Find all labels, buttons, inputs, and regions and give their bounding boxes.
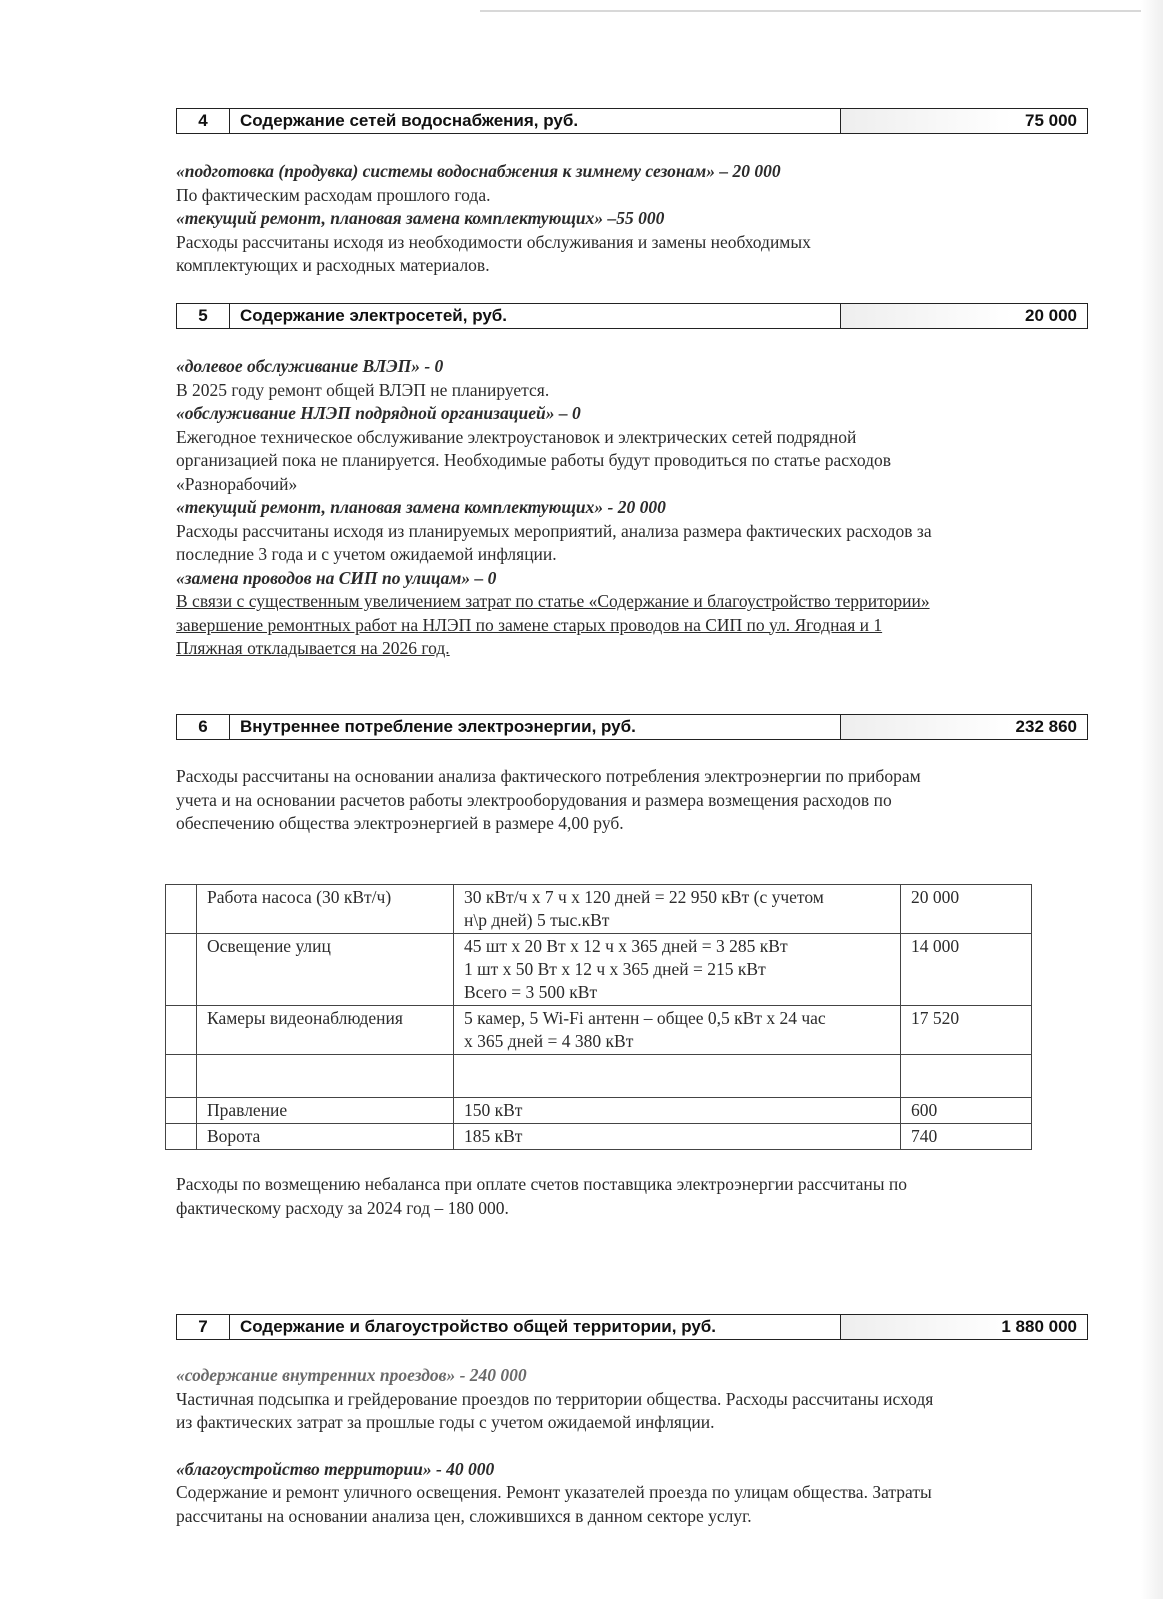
item-text: Расходы по возмещению небаланса при оплате счетов поставщика электроэнергии рассчитаны по	[176, 1174, 908, 1194]
table-cell-blank	[166, 1006, 197, 1055]
item-heading: «текущий ремонт, плановая замена комплектующих» - 20 000	[176, 497, 666, 517]
item-heading: «содержание внутренних проездов» - 240 000	[176, 1365, 527, 1385]
item-text: из фактических затрат за прошлые годы с учетом ожидаемой инфляции.	[176, 1412, 715, 1432]
section-amount: 20 000	[840, 304, 1087, 328]
section-5-header	[176, 303, 1088, 329]
table-row-empty	[166, 1055, 1032, 1098]
table-row	[166, 885, 1032, 934]
item-text: учета и на основании расчетов работы электрооборудования и размера возмещения расходов по	[176, 789, 892, 810]
table-row	[166, 1098, 1032, 1124]
item-text: Частичная подсыпка и грейдерование проездов по территории общества. Расходы рассчитаны исходя	[176, 1388, 934, 1409]
table-row	[166, 1006, 1032, 1055]
section-title: Внутреннее потребление электроэнергии, руб.	[240, 717, 636, 736]
table-cell-item: Ворота	[197, 1124, 454, 1150]
table-cell-blank	[166, 1055, 197, 1098]
scan-edge-shadow	[1141, 0, 1163, 1599]
item-text: организацией пока не планируется. Необходимые работы будут проводиться по статье расходов	[176, 450, 892, 470]
scan-edge-line	[480, 10, 1163, 12]
section-7-body	[176, 1364, 1081, 1528]
item-text: «Разнорабочий»	[176, 473, 298, 494]
section-4-header	[176, 108, 1088, 134]
item-text-underlined: В связи с существенным увеличением затрат по статье «Содержание и благоустройство территории»	[176, 591, 930, 611]
energy-calculation-table	[165, 884, 1032, 1150]
item-text: фактическому расходу за 2024 год – 180 000.	[176, 1197, 509, 1218]
table-cell-calc: 185 кВт	[454, 1124, 901, 1150]
item-text: Расходы рассчитаны исходя из необходимости обслуживания и замены необходимых	[176, 231, 811, 252]
section-4-body	[176, 160, 1081, 278]
table-cell-blank	[166, 885, 197, 934]
section-number: 6	[177, 715, 230, 739]
item-text: По фактическим расходам прошлого года.	[176, 184, 491, 205]
calc-line: 1 шт х 50 Вт х 12 ч х 365 дней = 215 кВт	[464, 959, 766, 979]
item-text: обеспечению общества электроэнергией в размере 4,00 руб.	[176, 813, 624, 833]
item-text-underlined: Пляжная откладывается на 2026 год.	[176, 638, 450, 658]
section-title: Содержание и благоустройство общей территории, руб.	[240, 1317, 717, 1336]
table-row	[166, 934, 1032, 1006]
item-text: Ежегодное техническое обслуживание электроустановок и электрических сетей подрядной	[176, 426, 857, 447]
table-cell-calc	[454, 1055, 901, 1098]
item-text: Содержание и ремонт уличного освещения. Ремонт указателей проезда по улицам общества. Затраты	[176, 1482, 932, 1502]
item-text: Расходы рассчитаны на основании анализа фактического потребления электроэнергии по приборам	[176, 766, 921, 786]
item-heading: «текущий ремонт, плановая замена комплектующих» –55 000	[176, 208, 665, 228]
table-cell-blank	[166, 1124, 197, 1150]
calc-line: Всего = 3 500 кВт	[464, 982, 598, 1002]
table-cell-item: Камеры видеонаблюдения	[197, 1006, 454, 1055]
table-cell-sum: 740	[901, 1124, 1032, 1150]
table-cell-item: Освещение улиц	[197, 934, 454, 1006]
table-cell-blank	[166, 1098, 197, 1124]
section-6-header	[176, 714, 1088, 740]
calc-line: х 365 дней = 4 380 кВт	[464, 1031, 634, 1051]
table-cell-calc	[454, 885, 901, 934]
item-text: последние 3 года и с учетом ожидаемой инфляции.	[176, 544, 557, 564]
table-cell-sum: 17 520	[901, 1006, 1032, 1055]
table-cell-sum: 600	[901, 1098, 1032, 1124]
section-amount: 75 000	[840, 109, 1087, 133]
calc-line: 30 кВт/ч х 7 ч х 120 дней = 22 950 кВт (с учетом	[464, 887, 824, 907]
item-heading: «замена проводов на СИП по улицам» – 0	[176, 567, 497, 588]
calc-line: 5 камер, 5 Wi-Fi антенн – общее 0,5 кВт х 24 час	[464, 1008, 826, 1028]
section-number: 4	[177, 109, 230, 133]
spacer	[176, 1435, 1081, 1458]
item-heading: «благоустройство территории» - 40 000	[176, 1458, 495, 1479]
section-amount: 1 880 000	[840, 1315, 1087, 1339]
section-6-body	[176, 765, 1081, 836]
item-heading: «обслуживание НЛЭП подрядной организацией» – 0	[176, 403, 581, 423]
item-text: Расходы рассчитаны исходя из планируемых мероприятий, анализа размера фактических расходов за	[176, 520, 932, 541]
item-text: комплектующих и расходных материалов.	[176, 255, 490, 275]
section-7-header	[176, 1314, 1088, 1340]
section-number: 5	[177, 304, 230, 328]
item-text: рассчитаны на основании анализа цен, сложившихся в данном секторе услуг.	[176, 1505, 752, 1526]
table-cell-sum: 20 000	[901, 885, 1032, 934]
table-cell-calc: 150 кВт	[454, 1098, 901, 1124]
table-cell-sum	[901, 1055, 1032, 1098]
table-row	[166, 1124, 1032, 1150]
section-title: Содержание сетей водоснабжения, руб.	[240, 111, 579, 130]
section-number: 7	[177, 1315, 230, 1339]
table-cell-blank	[166, 934, 197, 1006]
section-6-footnote	[176, 1173, 1081, 1220]
item-heading: «долевое обслуживание ВЛЭП» - 0	[176, 356, 444, 376]
calc-line: н\р дней) 5 тыс.кВт	[464, 910, 610, 930]
section-amount: 232 860	[840, 715, 1087, 739]
table-cell-item: Работа насоса (30 кВт/ч)	[197, 885, 454, 934]
calc-line: 45 шт х 20 Вт х 12 ч х 365 дней = 3 285 кВт	[464, 936, 788, 956]
table-cell-item	[197, 1055, 454, 1098]
item-text: В 2025 году ремонт общей ВЛЭП не планируется.	[176, 379, 550, 400]
table-cell-calc	[454, 1006, 901, 1055]
item-heading: «подготовка (продувка) системы водоснабжения к зимнему сезонам» – 20 000	[176, 161, 781, 181]
table-cell-item: Правление	[197, 1098, 454, 1124]
table-cell-sum: 14 000	[901, 934, 1032, 1006]
section-5-body	[176, 355, 1081, 661]
section-title: Содержание электросетей, руб.	[240, 306, 508, 325]
table-cell-calc	[454, 934, 901, 1006]
item-text-underlined: завершение ремонтных работ на НЛЭП по замене старых проводов на СИП по ул. Ягодная и 1	[176, 614, 883, 635]
